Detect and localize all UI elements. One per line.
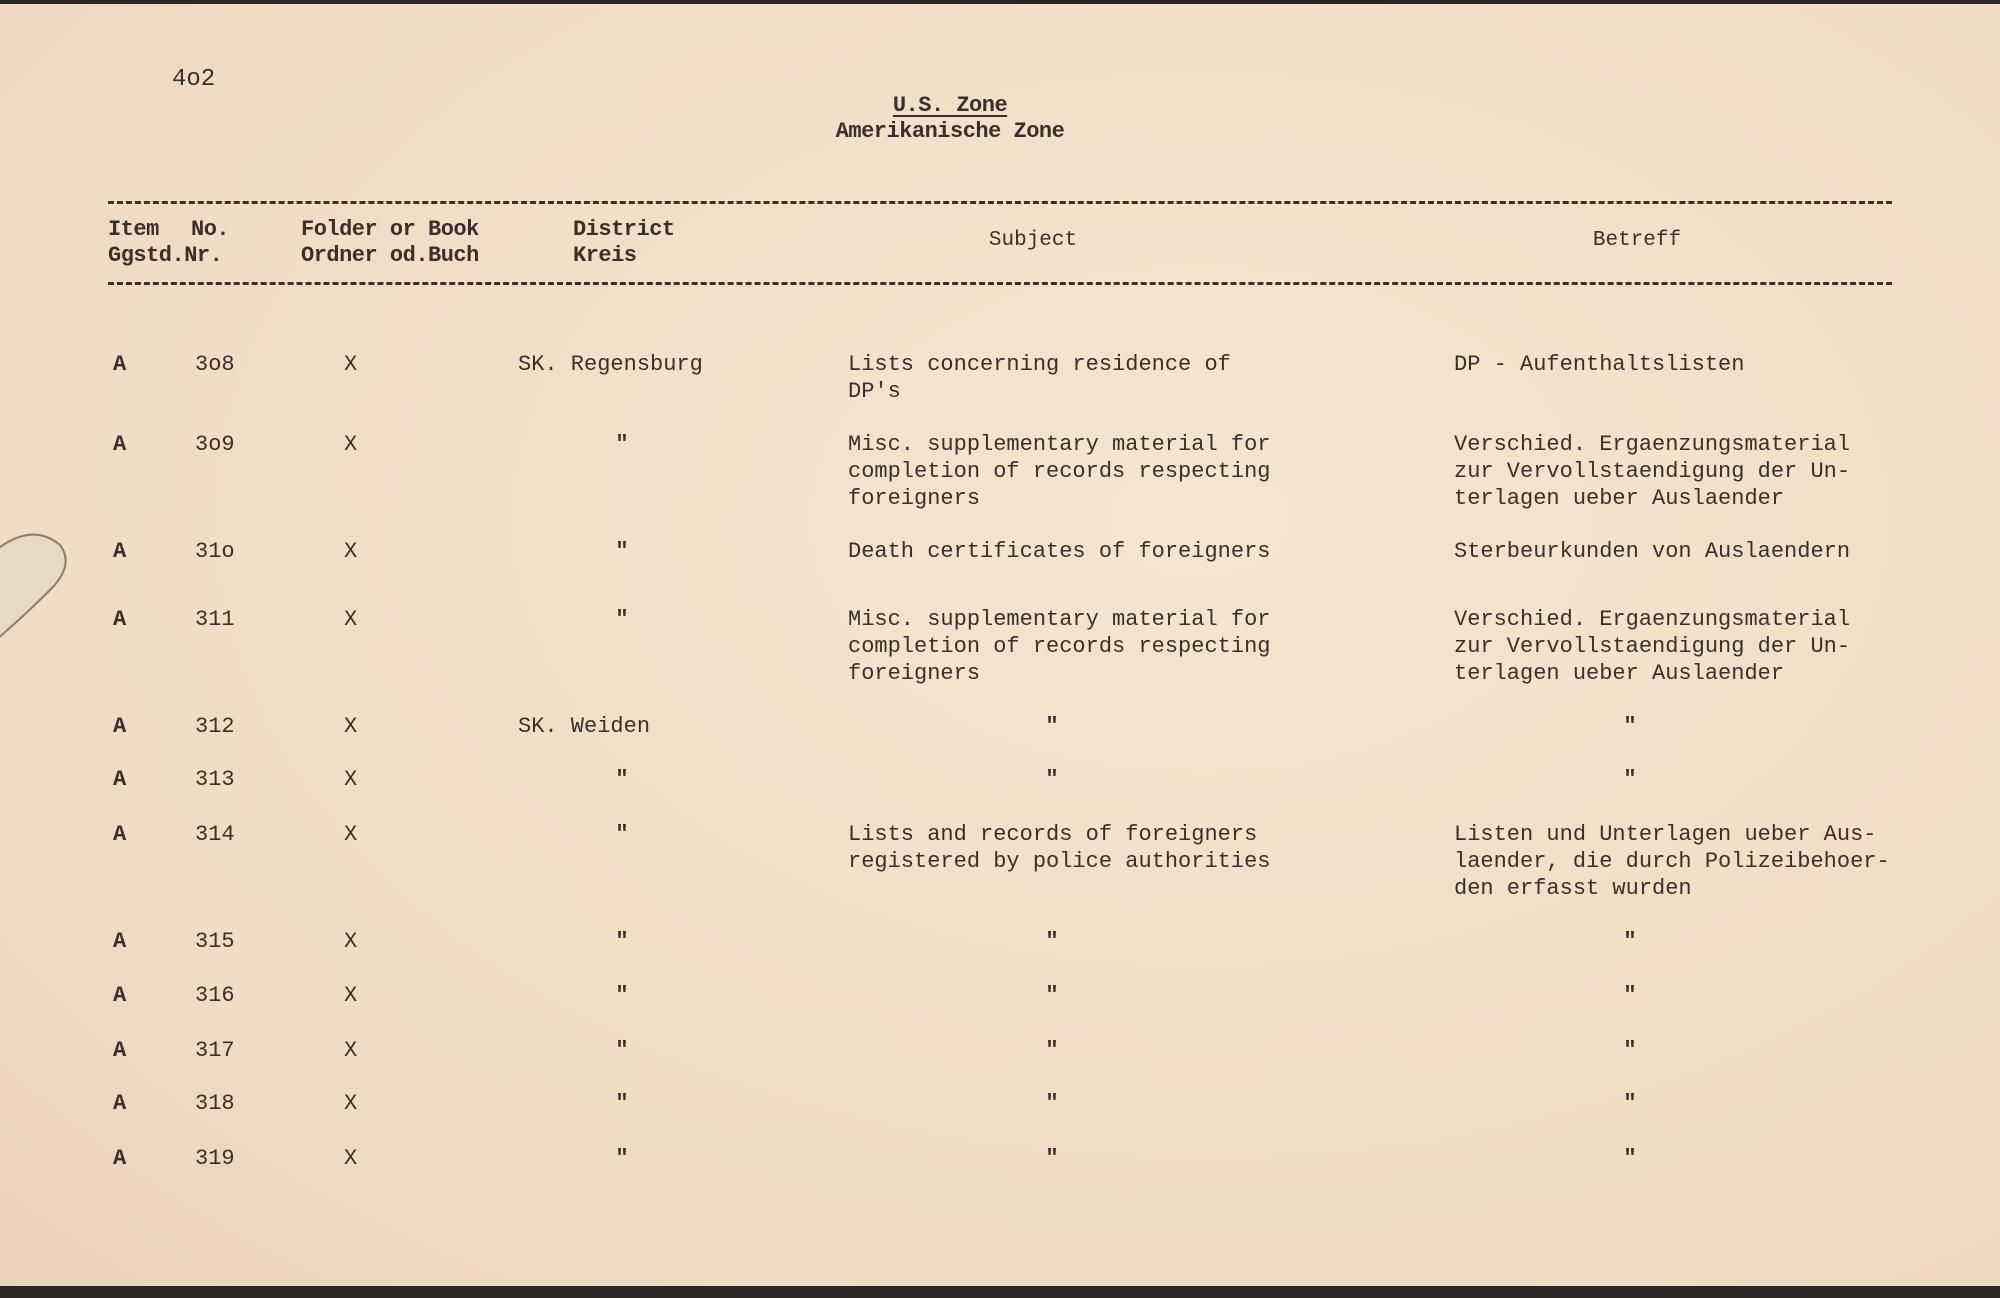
header-folder: Folder or Book xyxy=(301,217,479,242)
cell-number: 312 xyxy=(195,714,235,739)
cell-betreff: " xyxy=(1623,1091,1637,1116)
cell-district: " xyxy=(615,607,629,632)
cell-item: A xyxy=(113,1091,127,1116)
cell-betreff: Verschied. Ergaenzungsmaterial zur Vervollstaendigung der Un- terlagen ueber Auslaender xyxy=(1454,432,1851,511)
cell-folder: X xyxy=(344,1091,358,1116)
cell-subject: " xyxy=(1045,714,1059,739)
page-number: 4o2 xyxy=(172,66,216,93)
header-subject: Subject xyxy=(988,229,1078,252)
cell-folder: X xyxy=(344,1146,358,1171)
cell-folder: X xyxy=(344,1038,358,1063)
cell-betreff: Listen und Unterlagen ueber Aus- laender, die durch Polizeibehoer- den erfasst wurden xyxy=(1454,822,1890,901)
header-no: No. xyxy=(191,217,230,242)
cell-number: 315 xyxy=(195,929,235,954)
cell-folder: X xyxy=(344,929,358,954)
cell-number: 319 xyxy=(195,1146,235,1171)
scan-top-edge xyxy=(0,0,2000,4)
cell-number: 313 xyxy=(195,767,235,792)
cell-subject: " xyxy=(1045,1146,1059,1171)
cell-district: " xyxy=(615,432,629,457)
header-district: District xyxy=(573,217,675,242)
header-folder-de: Ordner od.Buch xyxy=(301,243,479,268)
cell-item: A xyxy=(113,539,127,564)
cell-subject: " xyxy=(1045,1091,1059,1116)
cell-district: " xyxy=(615,983,629,1008)
header-district-de: Kreis xyxy=(573,243,637,268)
cell-folder: X xyxy=(344,983,358,1008)
cell-folder: X xyxy=(344,714,358,739)
cell-district: SK. Weiden xyxy=(518,714,651,739)
cell-subject: Lists and records of foreigners registered by police authorities xyxy=(848,822,1271,874)
cell-folder: X xyxy=(344,432,358,457)
cell-item: A xyxy=(113,767,127,792)
cell-number: 31o xyxy=(195,539,235,564)
cell-item: A xyxy=(113,714,127,739)
cell-folder: X xyxy=(344,539,358,564)
cell-item: A xyxy=(113,983,127,1008)
cell-number: 316 xyxy=(195,983,235,1008)
cell-district: " xyxy=(615,1091,629,1116)
cell-subject: " xyxy=(1045,929,1059,954)
cell-number: 317 xyxy=(195,1038,235,1063)
cell-district: " xyxy=(615,767,629,792)
header-betreff: Betreff xyxy=(1592,229,1682,252)
cell-district: SK. Regensburg xyxy=(518,352,703,377)
cell-number: 311 xyxy=(195,607,235,632)
cell-district: " xyxy=(615,1038,629,1063)
cell-item: A xyxy=(113,929,127,954)
scan-bottom-edge xyxy=(0,1286,2000,1298)
cell-subject: Lists concerning residence of DP's xyxy=(848,352,1231,404)
cell-number: 3o8 xyxy=(195,352,235,377)
header-item-de: Ggstd.Nr. xyxy=(108,243,223,268)
cell-folder: X xyxy=(344,607,358,632)
cell-item: A xyxy=(113,1146,127,1171)
cell-subject: Death certificates of foreigners xyxy=(848,539,1271,564)
header-top-divider xyxy=(108,201,1892,204)
cell-betreff: Sterbeurkunden von Auslaendern xyxy=(1454,539,1851,564)
thumb-shadow-icon xyxy=(0,525,85,645)
cell-number: 314 xyxy=(195,822,235,847)
cell-betreff: " xyxy=(1623,1146,1637,1171)
cell-item: A xyxy=(113,1038,127,1063)
cell-betreff: " xyxy=(1623,983,1637,1008)
cell-item: A xyxy=(113,822,127,847)
cell-betreff: DP - Aufenthaltslisten xyxy=(1454,352,1745,377)
cell-item: A xyxy=(113,607,127,632)
cell-folder: X xyxy=(344,767,358,792)
cell-subject: " xyxy=(1045,983,1059,1008)
page-subtitle: Amerikanische Zone xyxy=(835,119,1065,144)
cell-betreff: Verschied. Ergaenzungsmaterial zur Vervollstaendigung der Un- terlagen ueber Auslaender xyxy=(1454,607,1851,686)
cell-subject: Misc. supplementary material for completion of records respecting foreigners xyxy=(848,607,1271,686)
cell-number: 318 xyxy=(195,1091,235,1116)
cell-district: " xyxy=(615,822,629,847)
cell-subject: Misc. supplementary material for completion of records respecting foreigners xyxy=(848,432,1271,511)
cell-betreff: " xyxy=(1623,1038,1637,1063)
cell-betreff: " xyxy=(1623,767,1637,792)
cell-folder: X xyxy=(344,822,358,847)
cell-folder: X xyxy=(344,352,358,377)
page-title: U.S. Zone xyxy=(892,93,1008,118)
cell-subject: " xyxy=(1045,1038,1059,1063)
cell-item: A xyxy=(113,352,127,377)
cell-district: " xyxy=(615,539,629,564)
cell-subject: " xyxy=(1045,767,1059,792)
cell-betreff: " xyxy=(1623,714,1637,739)
header-bottom-divider xyxy=(108,282,1892,285)
cell-number: 3o9 xyxy=(195,432,235,457)
cell-betreff: " xyxy=(1623,929,1637,954)
cell-district: " xyxy=(615,929,629,954)
cell-district: " xyxy=(615,1146,629,1171)
header-item: Item xyxy=(108,217,159,242)
cell-item: A xyxy=(113,432,127,457)
